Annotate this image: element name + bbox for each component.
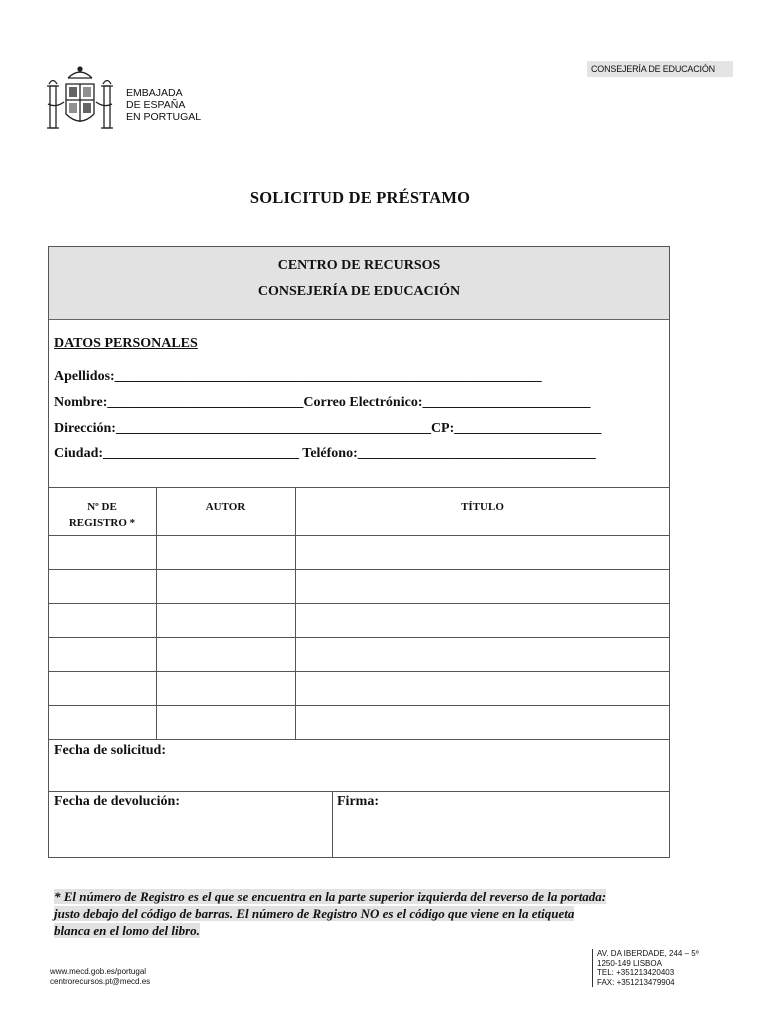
fecha-solicitud-label[interactable]: Fecha de solicitud: [54,743,166,758]
nombre-field[interactable]: Nombre:____________________________Correo Electrónico:________________________ [54,395,591,410]
note-line-3: blanca en el lomo del libro. [54,923,200,938]
note-line-1: * El número de Registro es el que se encuentra en la parte superior izquierda del reverso de la portada: [54,889,607,904]
fecha-solicitud-border [48,791,670,792]
ciudad-field[interactable]: Ciudad:____________________________ Teléfono:__________________________________ [54,446,596,461]
table-row[interactable] [49,604,669,637]
page-title: SOLICITUD DE PRÉSTAMO [249,188,471,207]
firma-divider [332,791,333,858]
footer-web-link[interactable]: www.mecd.gob.es/portugal [50,967,147,976]
apellidos-field[interactable]: Apellidos:_____________________________________________________________ [54,369,542,384]
column-header-autor: AUTOR [205,501,246,513]
table-top-border [48,487,670,488]
registro-note [54,888,666,939]
footer-contact [50,967,150,987]
note-line-2: justo debajo del código de barras. El número de Registro NO es el código que viene en la etiqueta [54,906,575,921]
center-header [49,247,669,320]
footer-address: AV. DA IBERDADE, 244 – 5º 1250-149 LISBOA TEL: +351213420403 FAX: +351213479904 [592,949,699,987]
table-row[interactable] [49,706,669,739]
column-header-registro: Nº DE REGISTRO * [68,501,136,529]
center-line-2: CONSEJERÍA DE EDUCACIÓN [257,284,461,299]
firma-label[interactable]: Firma: [337,794,379,809]
direccion-field[interactable]: Dirección:_____________________________________________CP:_____________________ [54,421,602,436]
section-title-personal: DATOS PERSONALES [54,336,198,351]
table-bottom-border [48,739,670,740]
table-row[interactable] [49,672,669,705]
coat-of-arms-icon [44,64,116,138]
fecha-devolucion-label[interactable]: Fecha de devolución: [54,794,180,809]
department-tag: CONSEJERÍA DE EDUCACIÓN [587,61,733,77]
table-row[interactable] [49,570,669,603]
table-row[interactable] [49,638,669,671]
table-row[interactable] [49,536,669,569]
column-header-titulo: TÍTULO [461,501,504,513]
footer-email-link[interactable]: centrorecursos.pt@mecd.es [50,977,151,986]
center-line-1: CENTRO DE RECURSOS [277,258,441,273]
embassy-name: EMBAJADA DE ESPAÑA EN PORTUGAL [126,87,202,123]
